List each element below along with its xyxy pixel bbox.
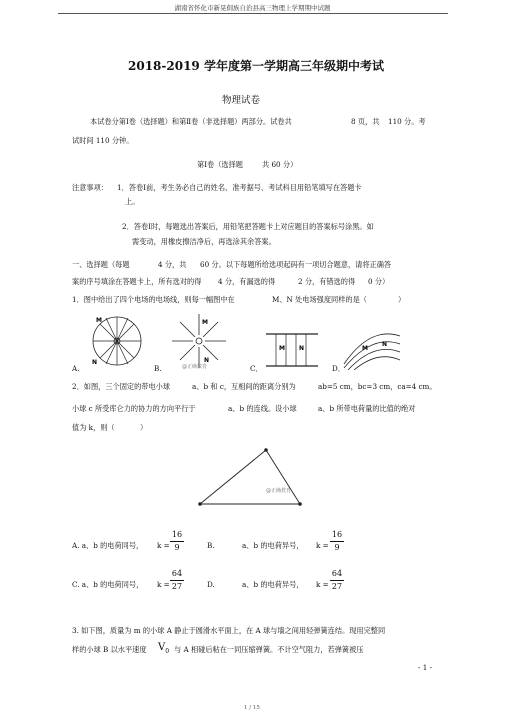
note2-line1: 2．答卷Ⅰ时，每题选出答案后，用铅笔把答题卡上对应题目的答案标号涂黑。如 [122, 222, 374, 231]
intro-score: 110 分。考 [388, 117, 426, 126]
q2-l1b: a、b 和 c，互相间的距离分别为 [192, 382, 296, 391]
exam-subtitle: 物理试卷 [222, 95, 261, 106]
intro-pages: 8 页，共 [351, 117, 380, 126]
part1-label: 第Ⅰ卷（选择题 [197, 160, 243, 169]
q1-option-b: B. [154, 364, 162, 373]
q1-mn: M、N 处电场强度同样的是（ [272, 295, 367, 304]
note1-line2: 上。 [125, 197, 140, 206]
section1-l2a: 案的序号填涂在答题卡上，所有选对的得 [72, 277, 202, 286]
q1-option-c: C． [250, 364, 263, 373]
q1-option-a: A. [72, 364, 80, 373]
q3-line1: 3. 如下图，质量为 m 的小球 A 静止于圆滑水平面上，在 A 球与墙之间用轻弹簧连结。现用完整同 [72, 626, 386, 635]
q2-option-b-k: k = [316, 541, 329, 550]
header-rule [58, 13, 448, 14]
note2-line2: 需变动，用橡皮擦洁净后，再选涂其余答案。 [132, 237, 276, 246]
field-figure-b [168, 310, 230, 372]
q3-v0 [158, 642, 169, 658]
q2-option-a: A. a、b 的电荷同号， [72, 541, 144, 550]
triangle-figure [196, 446, 306, 508]
intro-line1: 本试卷分第Ⅰ卷（选择题）和第Ⅱ卷（非选择题）两部分。试卷共 [90, 117, 292, 126]
q2-l3: 值为 k，则（ [72, 423, 115, 432]
notes-label: 注意事项： [72, 183, 108, 192]
q2-option-c-frac: 64 27 [171, 569, 183, 591]
exam-title: 2018-2019 学年度第一学期高三年级期中考试 [128, 59, 384, 73]
svg-text:M: M [279, 345, 285, 352]
q1-paren: ） [398, 295, 406, 304]
section1-l1b: 4 分，共 [158, 260, 187, 269]
svg-text:N: N [92, 359, 98, 366]
page-number: - 1 - [418, 663, 432, 672]
q2-option-d-text: a、b 的电荷异号， [242, 580, 304, 589]
section1-l1a: 一、选择题（每题 [72, 260, 130, 269]
section1-l2d: 0 分） [368, 277, 390, 286]
footer-page-count: 1 / 15 [244, 705, 260, 711]
q2-option-c-k: k = [157, 580, 170, 589]
q3-line2a: 样的小球 B 以水平速度 [72, 645, 147, 654]
svg-text:@正确教育: @正确教育 [266, 488, 292, 494]
section1-l1c: 60 分。以下每题所给选项起码有一项切合题意，请将正确答 [200, 260, 392, 269]
q2-option-d-frac: 64 27 [331, 569, 343, 591]
svg-text:N: N [382, 341, 388, 348]
q2-option-d: D. [207, 580, 215, 589]
q1-option-d: D． [332, 364, 345, 373]
svg-text:M: M [96, 317, 102, 324]
q2-option-b-text: a、b 的电荷异号， [242, 541, 304, 550]
section1-l2c: 2 分，有错选的得 [298, 277, 356, 286]
q3-v0-subscript: 0 [165, 648, 170, 655]
svg-text:@正确教育: @正确教育 [182, 364, 208, 370]
q3-v0-symbol: V [158, 642, 166, 653]
svg-text:N: N [299, 345, 305, 352]
q2-l2a: 小球 c 所受库仑力的协力的方向平行于 [72, 404, 196, 413]
intro-line2: 试时间 110 分钟。 [72, 136, 134, 145]
svg-text:M: M [362, 345, 368, 352]
note1-line1: 1．答卷Ⅰ前，考生务必自己的姓名、准考据号、考试科目用铅笔填写在答题卡 [117, 183, 362, 192]
part1-score: 共 60 分） [262, 160, 298, 169]
q2-l2c: a、b 所带电荷量的比值的绝对 [318, 404, 416, 413]
q2-option-d-k: k = [316, 580, 329, 589]
q2-l1c: ab=5 cm，bc=3 cm，ca=4 cm。 [318, 382, 437, 391]
q1-stem: 1．图中给出了四个电场的电场线，则每一幅图中在 [72, 295, 235, 304]
svg-text:M: M [202, 319, 208, 326]
q2-option-a-frac: 16 9 [171, 530, 183, 552]
field-figure-a [86, 310, 148, 372]
q2-option-c: C. a、b 的电荷同号， [72, 580, 144, 589]
q2-l1a: 2．如图，三个固定的带电小球 [72, 382, 171, 391]
document-header: 湖南省怀化市新晃侗族自治县高三物理上学期期中试题 [174, 4, 331, 12]
q2-option-b: B. [207, 541, 215, 550]
q2-l2b: a、b 的连线。设小球 [228, 404, 297, 413]
section1-l2b: 4 分，有漏选的得 [218, 277, 276, 286]
q2-option-b-frac: 16 9 [331, 530, 343, 552]
field-figure-c [262, 330, 322, 370]
q2-paren: ） [140, 423, 148, 432]
svg-text:N: N [204, 357, 210, 364]
q2-option-a-k: k = [157, 541, 170, 550]
field-figure-d [340, 326, 404, 370]
q3-line2b: 与 A 相碰后粘在一同压缩弹簧。不计空气阻力，若弹簧被压 [174, 645, 364, 654]
